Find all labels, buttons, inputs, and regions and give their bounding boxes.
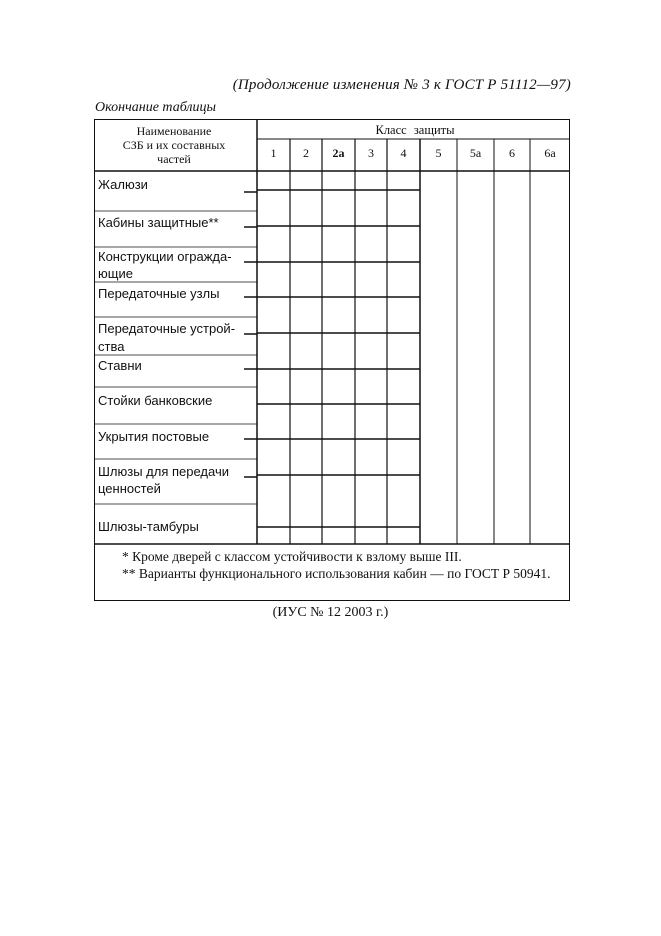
row-label (98, 465, 250, 496)
footnote-1: * Кроме дверей с классом устойчивости к взлому выше III. (122, 549, 462, 564)
row-label: Кабины защитные** (98, 215, 219, 230)
row-label: Укрытия постовые (98, 429, 210, 444)
row-label-line: ства (98, 339, 125, 354)
name-header-line-2: СЗБ и их составных (122, 138, 226, 152)
footnote-2: ** Варианты функционального использования кабин — по ГОСТ Р 50941. (122, 566, 551, 581)
row-label: Ставни (98, 358, 142, 373)
name-header-line-1: Наименование (136, 124, 212, 138)
row-label (98, 250, 250, 281)
row-label: Передаточные узлы (98, 286, 220, 301)
name-column-header (100, 124, 248, 166)
class-col-6a: 6а (544, 146, 556, 160)
class-header: Класс защиты (375, 123, 455, 137)
row-label-line: Шлюзы для передачи (98, 464, 229, 479)
class-col-5a: 5а (469, 146, 482, 160)
source-reference: (ИУС № 12 2003 г.) (272, 605, 389, 620)
class-col-4: 4 (400, 146, 407, 160)
continuation-header: (Продолжение изменения № 3 к ГОСТ Р 51112—97) (232, 77, 571, 93)
class-col-5: 5 (435, 146, 442, 160)
row-label-line: Передаточные устрой- (98, 321, 236, 336)
row-label: Стойки банковские (98, 393, 213, 408)
row-label-line: ценностей (98, 481, 161, 496)
row-label: Жалюзи (98, 177, 148, 192)
class-col-2: 2 (303, 146, 309, 160)
row-label-line: Конструкции огражда- (98, 249, 232, 264)
row-label (98, 322, 250, 354)
table-caption: Окончание таблицы (95, 100, 216, 115)
class-col-2a: 2а (332, 146, 345, 160)
class-col-1: 1 (270, 146, 277, 160)
class-col-3: 3 (368, 146, 374, 160)
row-label: Шлюзы-тамбуры (98, 519, 199, 534)
class-col-6: 6 (509, 146, 515, 160)
name-header-line-3: частей (157, 152, 191, 166)
row-label-line: ющие (98, 266, 133, 281)
